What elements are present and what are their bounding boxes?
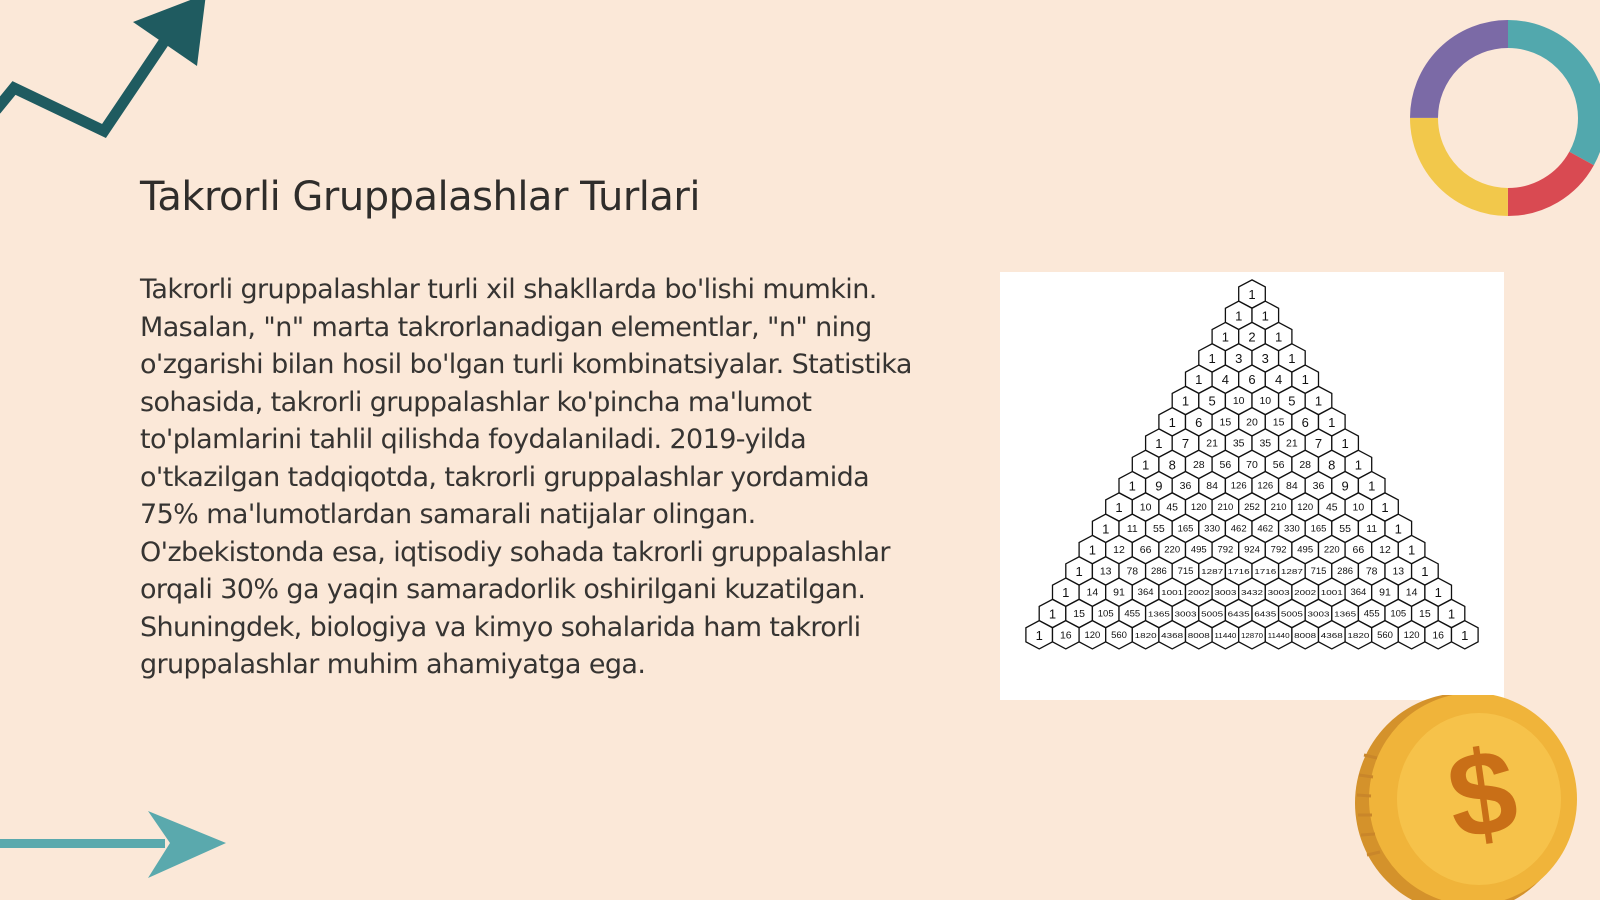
svg-text:15: 15 <box>1219 416 1232 429</box>
pascal-cell <box>1026 621 1053 649</box>
svg-text:56: 56 <box>1272 458 1285 471</box>
svg-text:56: 56 <box>1219 458 1232 471</box>
pascal-cell <box>1319 621 1346 649</box>
svg-text:364: 364 <box>1350 587 1367 599</box>
svg-text:11440: 11440 <box>1267 630 1290 640</box>
svg-text:9: 9 <box>1341 478 1349 494</box>
svg-text:78: 78 <box>1365 565 1378 578</box>
pascal-cell <box>1292 621 1319 649</box>
svg-text:5005: 5005 <box>1280 609 1303 619</box>
svg-text:1287: 1287 <box>1280 566 1303 576</box>
svg-text:1001: 1001 <box>1161 588 1184 598</box>
svg-text:1: 1 <box>1461 627 1469 643</box>
svg-text:4368: 4368 <box>1320 630 1343 640</box>
svg-text:210: 210 <box>1270 502 1287 513</box>
svg-text:330: 330 <box>1204 523 1221 535</box>
svg-text:1: 1 <box>1062 585 1070 601</box>
svg-text:1: 1 <box>1288 350 1296 366</box>
svg-text:16: 16 <box>1059 629 1072 642</box>
svg-text:2002: 2002 <box>1187 588 1210 598</box>
svg-text:84: 84 <box>1286 480 1298 493</box>
pascal-cell <box>1452 621 1479 649</box>
svg-text:45: 45 <box>1325 501 1338 514</box>
svg-text:35: 35 <box>1232 437 1245 450</box>
pascal-cell <box>1425 621 1452 649</box>
svg-text:220: 220 <box>1323 544 1340 556</box>
svg-text:1: 1 <box>1341 436 1349 452</box>
svg-text:120: 120 <box>1403 629 1420 641</box>
right-arrow-icon <box>0 808 230 882</box>
svg-text:8008: 8008 <box>1187 630 1210 640</box>
svg-text:70: 70 <box>1246 458 1258 471</box>
svg-text:560: 560 <box>1377 629 1393 641</box>
svg-text:11: 11 <box>1126 522 1138 535</box>
svg-text:11440: 11440 <box>1214 630 1237 640</box>
svg-text:1: 1 <box>1314 393 1323 409</box>
svg-text:7: 7 <box>1181 436 1190 452</box>
svg-text:28: 28 <box>1299 458 1312 471</box>
svg-text:20: 20 <box>1246 416 1258 429</box>
dollar-symbol: $ <box>1439 723 1525 866</box>
svg-text:792: 792 <box>1217 544 1234 556</box>
svg-text:3003: 3003 <box>1174 609 1197 619</box>
svg-text:165: 165 <box>1310 523 1327 535</box>
pascal-cell <box>1106 621 1133 649</box>
svg-text:14: 14 <box>1086 586 1099 599</box>
svg-text:10: 10 <box>1139 501 1152 514</box>
svg-text:495: 495 <box>1190 544 1207 556</box>
svg-text:55: 55 <box>1153 522 1165 535</box>
svg-text:1: 1 <box>1381 500 1389 515</box>
pascal-cell <box>1372 621 1399 649</box>
svg-text:12: 12 <box>1113 544 1125 557</box>
svg-text:1365: 1365 <box>1147 609 1170 619</box>
svg-text:11: 11 <box>1366 522 1378 535</box>
svg-text:1365: 1365 <box>1334 609 1357 619</box>
pascal-cell <box>1079 621 1106 649</box>
svg-text:1820: 1820 <box>1134 630 1157 640</box>
svg-text:1: 1 <box>1115 500 1123 515</box>
svg-text:126: 126 <box>1230 480 1247 492</box>
svg-text:7: 7 <box>1314 436 1323 452</box>
svg-text:1: 1 <box>1128 478 1136 494</box>
svg-text:1: 1 <box>1354 457 1363 473</box>
pascal-cell <box>1265 621 1292 649</box>
svg-text:5005: 5005 <box>1201 609 1224 619</box>
svg-text:5: 5 <box>1288 393 1296 409</box>
pascal-triangle <box>1000 272 1504 700</box>
svg-text:35: 35 <box>1259 437 1272 450</box>
svg-text:3003: 3003 <box>1214 588 1237 598</box>
svg-text:45: 45 <box>1166 501 1179 514</box>
svg-text:28: 28 <box>1192 458 1205 471</box>
svg-text:3003: 3003 <box>1307 609 1330 619</box>
svg-text:78: 78 <box>1126 565 1139 578</box>
svg-text:12870: 12870 <box>1241 630 1263 640</box>
svg-text:6: 6 <box>1301 414 1309 430</box>
donut-ring-icon <box>1400 8 1600 228</box>
svg-text:84: 84 <box>1206 480 1218 493</box>
body-paragraph: Takrorli gruppalashlar turli xil shakllarda bo'lishi mumkin. Masalan, "n" marta takrorlanadigan elementlar, "n" ning o'zgarishi bilan hosil bo'lgan turli kombinatsiyalar. Statistika sohasida, takrorli gruppalashlar ko'pincha ma'lumot to'plamlarini tahlil qilishda foydalaniladi. 2019-yilda o'tkazilgan tadqiqotda, takrorli gruppalashlar yordamida 75% ma'lumotlardan samarali natijalar olingan. O'zbekistonda esa, iqtisodiy sohada takrorli gruppalashlar orqali 30% ga yaqin samaradorlik oshirilgani kuzatilgan. Shuningdek, biologiya va kimyo sohalarida ham takrorli gruppalashlar muhim ahamiyatga ega. <box>140 274 912 680</box>
svg-text:12: 12 <box>1379 544 1391 557</box>
svg-text:3: 3 <box>1235 350 1243 366</box>
svg-text:1: 1 <box>1195 372 1203 388</box>
svg-text:21: 21 <box>1286 437 1298 450</box>
svg-text:6435: 6435 <box>1227 609 1250 619</box>
svg-text:4: 4 <box>1274 372 1283 388</box>
svg-text:10: 10 <box>1232 395 1245 407</box>
svg-text:462: 462 <box>1257 523 1274 535</box>
svg-text:462: 462 <box>1230 523 1247 535</box>
svg-text:8: 8 <box>1328 457 1336 473</box>
svg-text:1: 1 <box>1328 414 1336 430</box>
pascal-cell <box>1239 621 1266 649</box>
svg-text:6: 6 <box>1248 372 1256 388</box>
svg-text:1: 1 <box>1208 350 1216 366</box>
svg-text:126: 126 <box>1257 480 1274 492</box>
svg-text:36: 36 <box>1312 480 1325 493</box>
svg-text:330: 330 <box>1283 523 1300 535</box>
svg-text:495: 495 <box>1297 544 1314 556</box>
svg-text:1: 1 <box>1221 329 1230 345</box>
svg-text:120: 120 <box>1084 629 1101 641</box>
pascal-cell <box>1212 621 1239 649</box>
svg-text:210: 210 <box>1217 502 1234 513</box>
svg-text:105: 105 <box>1097 608 1114 620</box>
svg-text:15: 15 <box>1419 608 1431 620</box>
svg-text:455: 455 <box>1124 608 1141 620</box>
svg-text:1: 1 <box>1421 563 1429 579</box>
svg-text:1: 1 <box>1168 414 1176 430</box>
svg-text:1: 1 <box>1394 521 1402 537</box>
svg-text:13: 13 <box>1099 565 1112 578</box>
svg-text:165: 165 <box>1177 523 1194 535</box>
svg-text:1: 1 <box>1434 585 1442 601</box>
svg-text:1: 1 <box>1368 478 1376 494</box>
pascal-triangle-figure <box>1000 272 1504 700</box>
svg-text:286: 286 <box>1150 565 1167 577</box>
pascal-cell <box>1053 621 1080 649</box>
svg-text:286: 286 <box>1337 565 1354 577</box>
dollar-coin-icon <box>1355 695 1600 900</box>
svg-text:36: 36 <box>1179 480 1192 493</box>
svg-text:2002: 2002 <box>1294 588 1317 598</box>
svg-text:1: 1 <box>1261 308 1269 324</box>
pascal-cell <box>1345 621 1372 649</box>
svg-text:1: 1 <box>1274 329 1283 345</box>
svg-text:1: 1 <box>1141 457 1150 473</box>
svg-text:10: 10 <box>1259 395 1272 407</box>
svg-text:924: 924 <box>1244 544 1260 556</box>
svg-text:1: 1 <box>1301 372 1309 388</box>
trend-up-arrow-icon <box>0 0 220 145</box>
svg-text:1: 1 <box>1407 542 1416 558</box>
svg-text:120: 120 <box>1297 502 1314 513</box>
svg-text:6: 6 <box>1195 414 1203 430</box>
pascal-cell <box>1159 621 1186 649</box>
svg-text:1: 1 <box>1235 308 1243 324</box>
svg-text:16: 16 <box>1432 629 1445 642</box>
svg-text:1: 1 <box>1075 563 1083 579</box>
svg-text:1: 1 <box>1088 542 1097 558</box>
svg-text:10: 10 <box>1352 501 1365 514</box>
svg-text:2: 2 <box>1248 329 1256 345</box>
svg-text:15: 15 <box>1272 416 1285 429</box>
svg-text:5: 5 <box>1208 393 1216 409</box>
svg-text:1716: 1716 <box>1254 566 1277 576</box>
svg-text:9: 9 <box>1155 478 1163 494</box>
svg-text:1: 1 <box>1035 627 1043 643</box>
svg-text:220: 220 <box>1164 544 1181 556</box>
svg-text:1: 1 <box>1447 606 1456 622</box>
svg-text:1820: 1820 <box>1347 630 1370 640</box>
svg-text:91: 91 <box>1379 586 1391 599</box>
svg-text:792: 792 <box>1270 544 1287 556</box>
svg-text:560: 560 <box>1111 629 1127 641</box>
svg-text:4: 4 <box>1221 372 1230 388</box>
pascal-cell <box>1186 621 1213 649</box>
svg-text:66: 66 <box>1352 544 1365 557</box>
svg-text:1287: 1287 <box>1201 566 1224 576</box>
svg-text:1: 1 <box>1102 521 1110 537</box>
svg-text:8: 8 <box>1168 457 1176 473</box>
svg-text:3432: 3432 <box>1241 588 1263 598</box>
svg-text:6435: 6435 <box>1254 609 1277 619</box>
svg-text:21: 21 <box>1206 437 1218 450</box>
svg-text:1: 1 <box>1248 287 1256 302</box>
svg-text:3: 3 <box>1261 350 1269 366</box>
svg-text:715: 715 <box>1310 565 1327 577</box>
pascal-cell <box>1132 621 1159 649</box>
svg-text:1: 1 <box>1155 436 1163 452</box>
svg-text:8008: 8008 <box>1294 630 1317 640</box>
svg-text:4368: 4368 <box>1161 630 1184 640</box>
svg-text:15: 15 <box>1073 608 1085 620</box>
svg-text:3003: 3003 <box>1267 588 1290 598</box>
svg-text:252: 252 <box>1244 502 1260 513</box>
svg-text:120: 120 <box>1190 502 1207 513</box>
svg-text:14: 14 <box>1405 586 1418 599</box>
svg-text:55: 55 <box>1339 522 1351 535</box>
svg-text:13: 13 <box>1392 565 1405 578</box>
svg-text:715: 715 <box>1177 565 1194 577</box>
svg-text:364: 364 <box>1137 587 1154 599</box>
svg-text:1001: 1001 <box>1320 588 1343 598</box>
svg-text:455: 455 <box>1363 608 1380 620</box>
pascal-cell <box>1398 621 1425 649</box>
svg-text:1: 1 <box>1048 606 1057 622</box>
svg-text:66: 66 <box>1139 544 1152 557</box>
svg-text:105: 105 <box>1390 608 1407 620</box>
svg-text:1: 1 <box>1181 393 1190 409</box>
svg-text:1716: 1716 <box>1227 566 1250 576</box>
svg-text:91: 91 <box>1113 586 1125 599</box>
slide-title: Takrorli Gruppalashlar Turlari <box>140 174 700 220</box>
